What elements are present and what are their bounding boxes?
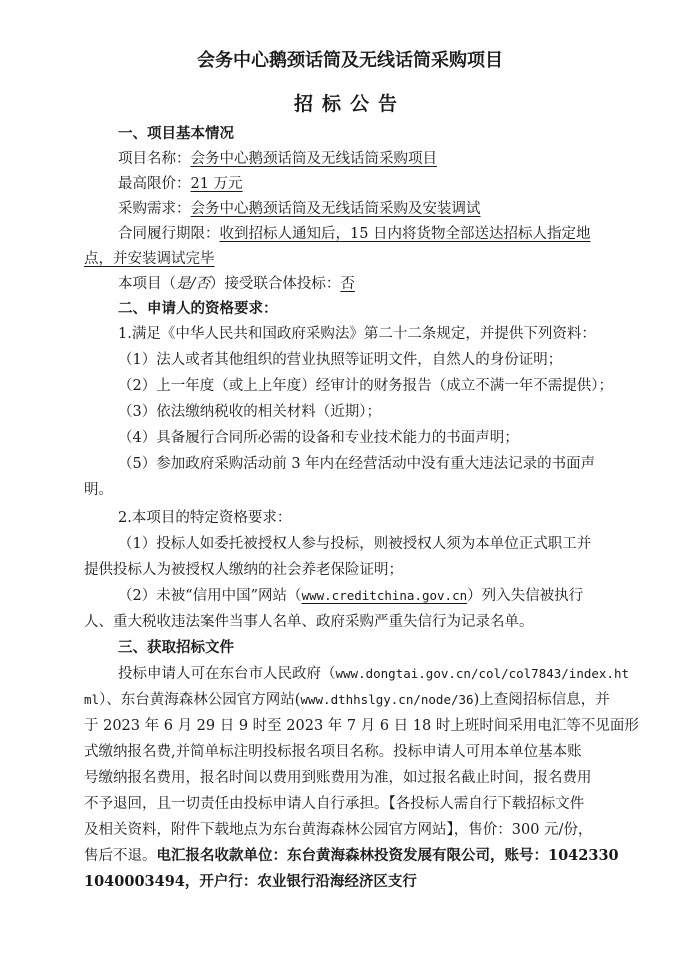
consortium-row: [118, 274, 355, 294]
qualification-item-5-line-2: 明。: [84, 482, 113, 498]
special-item-2-line-1: [118, 586, 583, 606]
special-item-2-line-2: 人、重大税收违法案件当事人名单、政府采购严重失信行为记录名单。: [84, 614, 534, 630]
max-price-value: 21 万元: [190, 176, 243, 192]
acquisition-line-2: [84, 690, 610, 710]
contract-period-row: [118, 224, 591, 244]
dthhslgy-link[interactable]: www.dthhslgy.cn/node/36: [300, 692, 474, 707]
remittance-bank: 1040003494，开户行：农业银行沿海经济区支行: [84, 873, 417, 890]
consortium-value: 否: [340, 276, 355, 292]
acquisition-line-5: 号缴纳报名费用，报名时间以费用到账费用为准，如过报名截止时间，报名费用: [84, 770, 592, 786]
acquisition-line-1: [118, 664, 629, 684]
project-name-label: 项目名称：: [118, 151, 191, 167]
contract-period-value-1: 收到招标人通知后，15 日内将货物全部送达招标人指定地: [219, 226, 591, 242]
contract-period-value-2: 点，并安装调试完毕: [84, 251, 215, 267]
section-2-heading: 二、申请人的资格要求：: [118, 300, 278, 317]
qualification-item-1: （1）法人或者其他组织的营业执照等证明文件，自然人的身份证明；: [118, 352, 563, 368]
acquisition-l2-mid: ）、东台黄海森林公园官方网站(: [99, 692, 301, 708]
qualification-item-4: （4）具备履行合同所必需的设备和专业技术能力的书面声明；: [118, 430, 519, 446]
consortium-prefix: 本项目（: [118, 276, 176, 292]
creditchina-link[interactable]: www.creditchina.gov.cn: [301, 588, 468, 603]
qualification-item-3: （3）依法缴纳税收的相关材料（近期）；: [118, 404, 381, 420]
document-subtitle: 招标公告: [293, 93, 406, 115]
procurement-demand-value: 会务中心鹅颈话筒及无线话筒采购及安装调试: [190, 201, 481, 217]
acquisition-l1-prefix: 投标申请人可在东台市人民政府（: [118, 666, 336, 682]
procurement-demand-label: 采购需求：: [118, 201, 191, 217]
procurement-demand-row: [118, 199, 481, 219]
special-item-1-line-2: 提供投标人为被授权人缴纳的社会养老保险证明；: [84, 562, 403, 578]
special-qualification-heading: 2.本项目的特定资格要求：: [118, 510, 292, 526]
acquisition-line-8: [84, 846, 619, 866]
max-price-label: 最高限价：: [118, 176, 191, 192]
acquisition-line-4: 式缴纳报名费,并简单标注明投标报名项目名称。投标申请人可用本单位基本账: [84, 744, 582, 760]
acquisition-line-3: 于 2023 年 6 月 29 日 9 时至 2023 年 7 月 6 日 18 时上班时间采用电汇等不见面形: [84, 718, 639, 734]
consortium-options: 是/否: [176, 276, 210, 292]
project-name-row: [118, 149, 437, 169]
section-3-heading: 三、获取招标文件: [118, 639, 234, 656]
qualification-general: 1.满足《中华人民共和国政府采购法》第二十二条规定，并提供下列资料：: [118, 326, 596, 342]
project-name-value: 会务中心鹅颈话筒及无线话筒采购项目: [190, 151, 437, 167]
dongtai-gov-link[interactable]: www.dongtai.gov.cn/col/col7843/index.ht: [335, 666, 629, 681]
contract-period-label: 合同履行期限：: [118, 226, 220, 242]
acquisition-line-7: 及相关资料，附件下载地点为东台黄海森林公园官方网站】，售价：300 元/份，: [84, 822, 593, 838]
acquisition-l8-prefix: 售后不退。: [84, 848, 157, 864]
dongtai-gov-link-end[interactable]: ml: [84, 692, 100, 707]
acquisition-l2-post: )上查阅招标信息，并: [473, 692, 610, 708]
special-item-2-prefix: （2）未被“信用中国”网站（: [118, 588, 302, 604]
consortium-mid: ）接受联合体投标：: [209, 276, 341, 292]
qualification-item-2: （2）上一年度（或上上年度）经审计的财务报告（成立不满一年不需提供）；: [118, 378, 613, 394]
max-price-row: [118, 174, 243, 194]
document-title: 会务中心鹅颈话筒及无线话筒采购项目: [197, 50, 503, 71]
section-1-heading: 一、项目基本情况: [118, 125, 234, 142]
special-item-2-suffix: ）列入失信被执行: [467, 588, 584, 604]
qualification-item-5-line-1: （5）参加政府采购活动前 3 年内在经营活动中没有重大违法记录的书面声: [118, 456, 596, 472]
remittance-payee-account: 电汇报名收款单位：东台黄海森林投资发展有限公司，账号：1042330: [156, 847, 619, 864]
acquisition-line-6: 不予退回，且一切责任由投标申请人自行承担。【各投标人需自行下载招标文件: [84, 796, 585, 812]
special-item-1-line-1: （1）投标人如委托被授权人参与投标，则被授权人须为本单位正式职工并: [118, 536, 592, 552]
